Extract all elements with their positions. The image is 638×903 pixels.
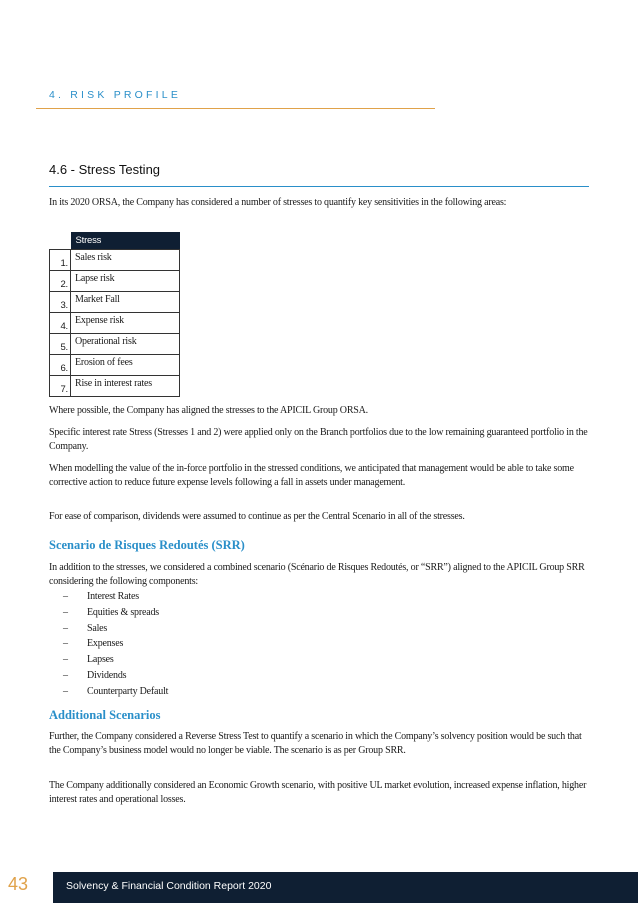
row-label: Expense risk xyxy=(71,313,180,334)
srr-intro: In addition to the stresses, we considered a combined scenario (Scénario de Risques Redoutés, or “SRR”) aligned to the APICIL Group SRR considering the following components: xyxy=(49,562,585,587)
dash-bullet: – xyxy=(63,622,68,634)
table-row xyxy=(50,292,180,313)
list-item: – Interest Rates xyxy=(63,589,168,605)
footer-report-title: Solvency & Financial Condition Report 2020 xyxy=(66,880,272,892)
srr-heading: Scenario de Risques Redoutés (SRR) xyxy=(49,538,245,552)
list-item: – Equities & spreads xyxy=(63,605,168,621)
table-row xyxy=(50,313,180,334)
paragraph-management-action: When modelling the value of the in-force portfolio in the stressed conditions, we anticipated that management would be able to take some corrective action to reduce future expense levels following a fall in assets under management. xyxy=(49,463,574,488)
table-row xyxy=(50,250,180,271)
row-number: 7. xyxy=(50,376,71,397)
dash-bullet: – xyxy=(63,654,68,666)
footer-bar xyxy=(53,872,638,903)
table-row xyxy=(50,376,180,397)
row-number: 3. xyxy=(50,292,71,313)
table-row xyxy=(50,355,180,376)
row-label: Sales risk xyxy=(71,250,180,271)
row-number: 2. xyxy=(50,271,71,292)
list-item: – Lapses xyxy=(63,652,168,668)
table-row xyxy=(50,271,180,292)
stress-table-header: Stress xyxy=(71,232,180,250)
list-item: – Sales xyxy=(63,621,168,637)
row-number: 1. xyxy=(50,250,71,271)
list-item: – Dividends xyxy=(63,668,168,684)
paragraph-dividends: For ease of comparison, dividends were assumed to continue as per the Central Scenario in all of the stresses. xyxy=(49,511,465,522)
dash-bullet: – xyxy=(63,606,68,618)
section-header: 4. RISK PROFILE xyxy=(49,89,182,101)
list-item: – Expenses xyxy=(63,636,168,652)
row-number: 4. xyxy=(50,313,71,334)
row-label: Lapse risk xyxy=(71,271,180,292)
additional-scenarios-heading: Additional Scenarios xyxy=(49,708,161,722)
row-label: Erosion of fees xyxy=(71,355,180,376)
list-item: – Counterparty Default xyxy=(63,684,168,700)
row-label: Rise in interest rates xyxy=(71,376,180,397)
row-number: 5. xyxy=(50,334,71,355)
paragraph-alignment: Where possible, the Company has aligned the stresses to the APICIL Group ORSA. xyxy=(49,405,368,416)
title-divider xyxy=(49,186,589,187)
dash-bullet: – xyxy=(63,669,68,681)
header-divider xyxy=(36,108,435,109)
dash-bullet: – xyxy=(63,685,68,697)
dash-bullet: – xyxy=(63,591,68,602)
intro-paragraph: In its 2020 ORSA, the Company has considered a number of stresses to quantify key sensitivities in the following areas: xyxy=(49,197,507,208)
stress-table xyxy=(49,232,180,397)
economic-growth-paragraph: The Company additionally considered an Economic Growth scenario, with positive UL market evolution, increased expense inflation, higher interest rates and operational losses. xyxy=(49,780,587,805)
row-label: Market Fall xyxy=(71,292,180,313)
page-number: 43 xyxy=(8,874,29,894)
srr-components-list xyxy=(63,589,168,700)
row-label: Operational risk xyxy=(71,334,180,355)
paragraph-interest-rate: Specific interest rate Stress (Stresses 1 and 2) were applied only on the Branch portfolios due to the low remaining guaranteed portfolio in the Company. xyxy=(49,427,588,452)
reverse-stress-paragraph: Further, the Company considered a Reverse Stress Test to quantify a scenario in which the Company’s solvency position would be such that the Company’s business model would no longer be viable. The scenario is as per Group SRR. xyxy=(49,731,582,756)
table-row xyxy=(50,334,180,355)
subsection-title: 4.6 - Stress Testing xyxy=(49,162,161,177)
dash-bullet: – xyxy=(63,638,68,650)
row-number: 6. xyxy=(50,355,71,376)
